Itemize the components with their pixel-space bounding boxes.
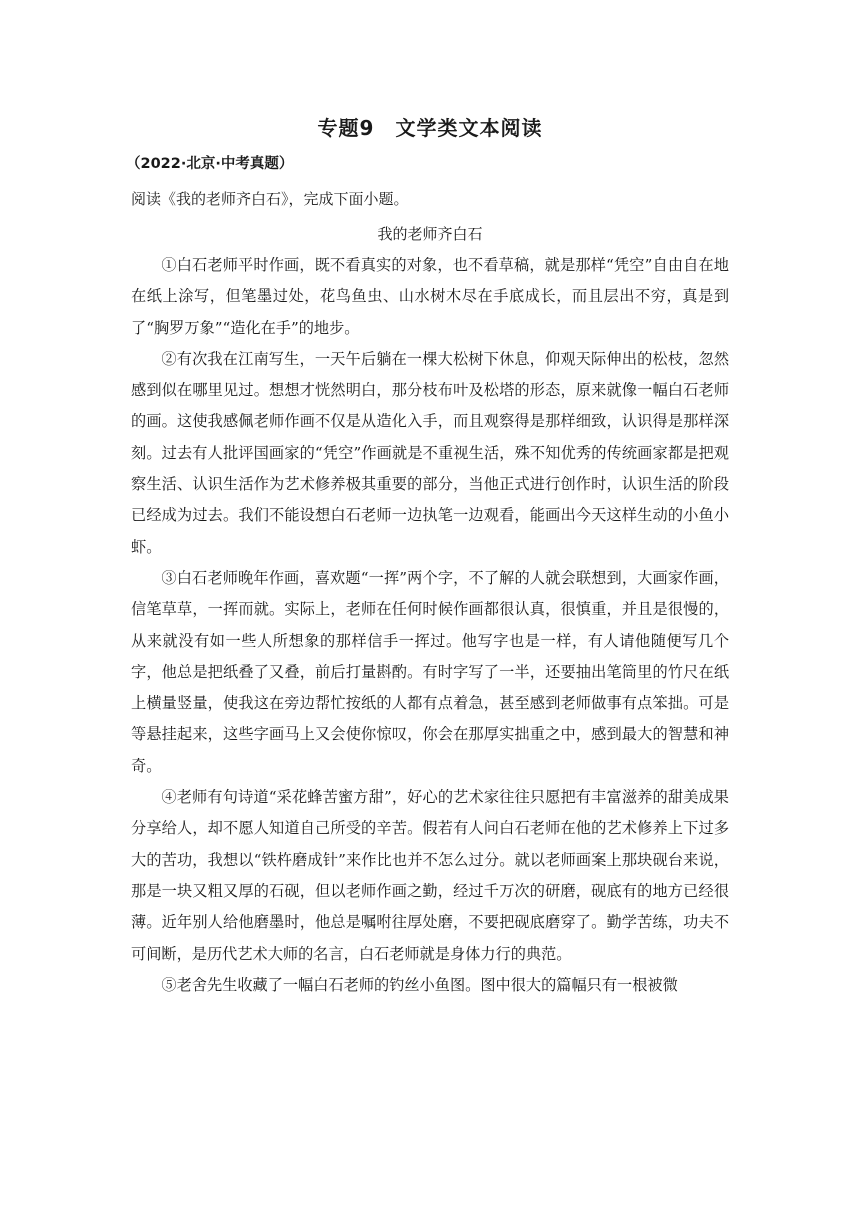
- article-title: 我的老师齐白石: [377, 225, 483, 243]
- question-source: （2022·北京·中考真题）: [126, 156, 294, 172]
- article-body: [131, 250, 729, 1001]
- paragraph-3: ③白石老师晚年作画，喜欢题“一挥”两个字，不了解的人就会联想到，大画家作画，信笔草草，一挥而就。实际上，老师在任何时候作画都很认真，很慎重，并且是很慢的，从来就没有如一些人所想象的那样信手一挥过。他写字也是一样，有人请他随便写几个字，他总是把纸叠了又叠，前后打量斟酌。有时字写了一半，还要抽出笔筒里的竹尺在纸上横量竖量，使我这在旁边帮忙按纸的人都有点着急，甚至感到老师做事有点笨拙。可是等悬挂起来，这些字画马上又会使你惊叹，你会在那厚实拙重之中，感到最大的智慧和神奇。: [131, 568, 729, 775]
- paragraph-1: ①白石老师平时作画，既不看真实的对象，也不看草稿，就是那样“凭空”自由自在地在纸上涂写，但笔墨过处，花鸟鱼虫、山水树木尽在手底成长，而且层出不穷，真是到了“胸罗万象”“造化在手”的地步。: [131, 256, 729, 337]
- paragraph-5: ⑤老舍先生收藏了一幅白石老师的钓丝小鱼图。图中很大的篇幅只有一根被微: [161, 975, 678, 994]
- document-title: 专题9 文学类文本阅读: [317, 116, 543, 140]
- paragraph-4: ④老师有句诗道“采花蜂苦蜜方甜”，好心的艺术家往往只愿把有丰富滋养的甜美成果分享给人，却不愿人知道自己所受的辛苦。假若有人问白石老师在他的艺术修养上下过多大的苦功，我想以“铁杵磨成针”来作比也并不怎么过分。就以老师画案上那块砚台来说，那是一块又粗又厚的石砚，但以老师作画之勤，经过千万次的研磨，砚底有的地方已经很薄。近年别人给他磨墨时，他总是嘱咐往厚处磨，不要把砚底磨穿了。勤学苦练，功夫不可间断，是历代艺术大师的名言，白石老师就是身体力行的典范。: [131, 788, 729, 963]
- paragraph-2: ②有次我在江南写生，一天午后躺在一棵大松树下休息，仰观天际伸出的松枝，忽然感到似在哪里见过。想想才恍然明白，那分枝布叶及松塔的形态，原来就像一幅白石老师的画。这使我感佩老师作画不仅是从造化入手，而且观察得是那样细致，认识得是那样深刻。过去有人批评国画家的“凭空”作画就是不重视生活，殊不知优秀的传统画家都是把观察生活、认识生活作为艺术修养极其重要的部分，当他正式进行创作时，认识生活的阶段已经成为过去。我们不能设想白石老师一边执笔一边观看，能画出今天这样生动的小鱼小虾。: [131, 349, 729, 556]
- reading-instruction: 阅读《我的老师齐白石》，完成下面小题。: [131, 190, 409, 208]
